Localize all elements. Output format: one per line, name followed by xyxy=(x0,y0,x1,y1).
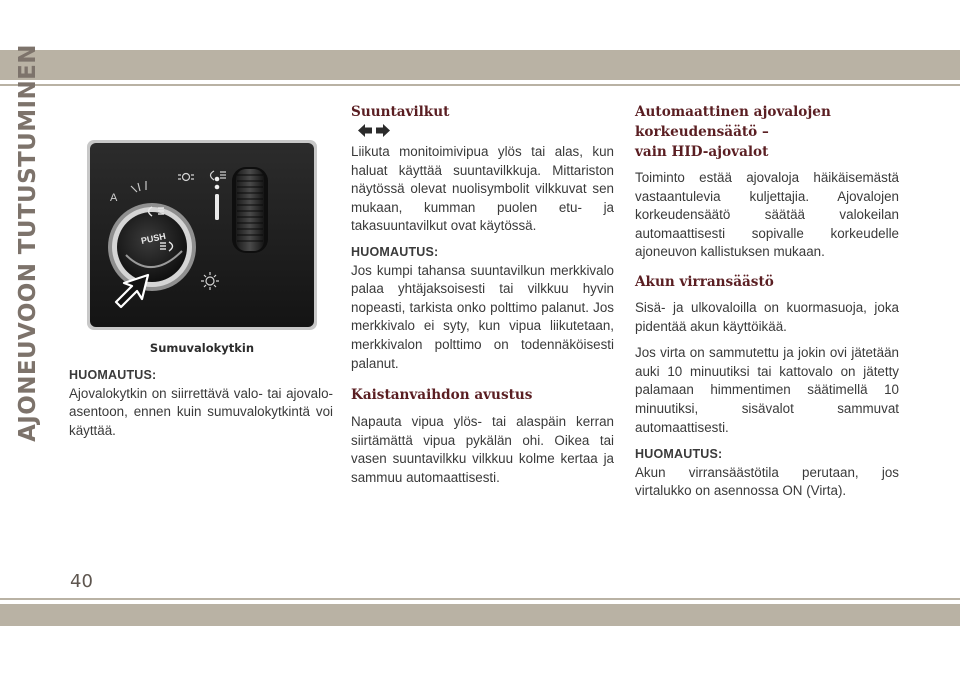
heading-lane-change: Kaistanvaihdon avustus xyxy=(351,387,533,404)
top-band-rule xyxy=(0,84,960,86)
turn-signal-symbols xyxy=(358,124,614,137)
page-number: 40 xyxy=(70,571,93,592)
left-turn-arrow-icon xyxy=(358,124,372,137)
auto-label: A xyxy=(110,192,118,204)
heading-leveling-line2: vain HID-ajovalot xyxy=(635,144,769,160)
middle-note-text: Jos kumpi tahansa suuntavilkun merkkivalo palaa yhtäjaksoisesti tai vilkkuu hyvin nopeasti, tarkista onko polttimo palanut. Jos merkkivalo ei syty, kun vipua liikutetaan, merkkivalon polttimo on todennäköisesti palanut. xyxy=(351,262,614,371)
heading-battery-saver: Akun virransäästö xyxy=(635,273,774,290)
section-title-text: AJONEUVOON TUTUSTUMINEN xyxy=(15,44,42,442)
push-label: PUSH xyxy=(140,230,167,246)
left-note-text: Ajovalokytkin on siirrettävä valo- tai ajovalo-asentoon, ennen kuin sumuvalokytkintä voi käyttää. xyxy=(69,385,333,438)
middle-note-title: HUOMAUTUS: xyxy=(351,244,439,259)
top-band xyxy=(0,50,960,80)
left-note xyxy=(69,366,333,440)
turn-signals-text: Liikuta monitoimivipua ylös tai alas, kun haluat käyttää suuntavilkkuja. Mittariston näytössä olevat nuolisymbolit vilkkuvat sen mukaan, kumman puolen etu- ja takasuuntavilkut ovat käytössä. xyxy=(351,144,614,234)
lane-change-text: Napauta vipua ylös- tai alaspäin kerran siirtämättä vipua pykälän ohi. Oikea tai vasen suuntavilkku vilkkuu kolme kertaa ja sammuu automaattisesti. xyxy=(351,414,614,485)
bottom-band-rule xyxy=(0,598,960,600)
battery-text-1: Sisä- ja ulkovaloilla on kuormasuoja, joka pidentää akun käyttöikää. xyxy=(635,299,899,334)
leveling-text: Toiminto estää ajovaloja häikäisemästä vastaantulevia kuljettajia. Ajovalojen korkeudensäätö säätää valokeilan automaattisesti sopivalle korkeudelle ajoneuvon kallistuksen mukaan. xyxy=(635,170,899,260)
middle-column xyxy=(351,102,614,488)
fog-light-switch-photo xyxy=(86,139,318,331)
section-side-title xyxy=(10,44,46,442)
figure-caption: Sumuvalokytkin xyxy=(149,341,255,355)
right-note-text: Akun virransäästötila perutaan, jos virtalukko on asennossa ON (Virta). xyxy=(635,464,899,499)
right-column xyxy=(635,102,899,501)
right-turn-arrow-icon xyxy=(376,124,390,137)
heading-leveling-line1: Automaattinen ajovalojen korkeudensäätö – xyxy=(635,104,831,140)
bottom-band xyxy=(0,604,960,626)
right-note-title: HUOMAUTUS: xyxy=(635,447,723,462)
heading-headlight-leveling xyxy=(635,102,899,162)
left-note-title: HUOMAUTUS: xyxy=(69,368,157,382)
fog-light-switch-illustration xyxy=(86,139,318,331)
heading-turn-signals: Suuntavilkut xyxy=(351,104,450,120)
battery-text-2: Jos virta on sammutettu ja jokin ovi jätetään auki 10 minuutiksi tai kattovalo on jätetty palamaan himmentimen säätimellä 10 minuutiksi, sisävalot sammuvat automaattisesti. xyxy=(635,345,899,435)
